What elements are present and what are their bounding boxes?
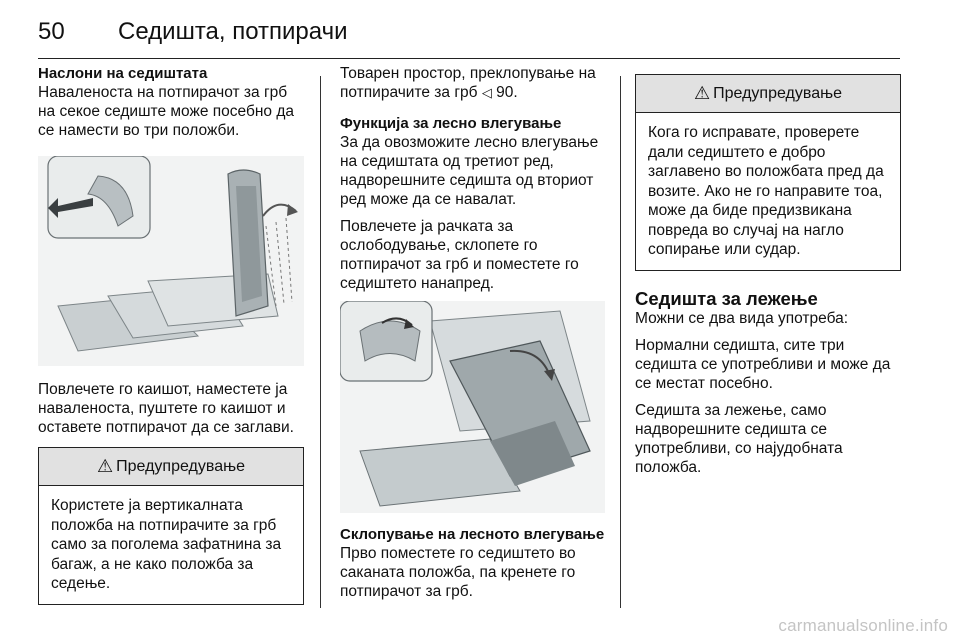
- warning-box-latch-check: [635, 74, 901, 271]
- normal-seats-text: Нормални седишта, сите три седишта се употребливи и може да се местат посебно.: [635, 336, 891, 392]
- warning-text: Користете ја вертикалната положба на потпирачите за грб само за поголема зафатнина за багаж, а не како положба за седење.: [51, 497, 282, 592]
- cargo-ref-paragraph: [340, 64, 605, 102]
- column-3: [635, 64, 901, 485]
- warning-header: [636, 75, 900, 113]
- column-1: [38, 64, 304, 605]
- column-divider-2: [620, 76, 621, 608]
- easy-entry-illustration: [340, 301, 605, 513]
- reclining-intro-text: Можни се два вида употреба:: [635, 309, 849, 327]
- easy-entry-figure: [340, 301, 605, 513]
- section-head-fold-easy-entry: Склопување на лесното влегување: [340, 526, 605, 543]
- warning-text: Кога го исправате, проверете дали седиштето е добро заглавено во положбата пред да возите. Ако не го направите тоа, може да биде предизвикана повреда во случај на нагло сопирање или судар.: [648, 124, 884, 258]
- section-head-easy-entry: Функција за лесно влегување: [340, 115, 562, 132]
- watermark-text: carmanualsonline.info: [778, 616, 948, 635]
- cargo-ref-text: Товарен простор, преклопување на потпирачите за грб: [340, 65, 596, 101]
- backrest-caption-text: Повлечете го каишот, наместете ја наваленоста, пуштете го каишот и оставете потпирачот да се заглави.: [38, 381, 294, 436]
- page-title: Седишта, потпирачи: [118, 18, 348, 45]
- backrest-intro-text: Наваленоста на потпирачот за грб на секое седиште може посебно да се намести во три положби.: [38, 84, 295, 139]
- page-header: [38, 14, 900, 58]
- warning-title: Предупредување: [116, 458, 245, 475]
- fold-easy-entry-text: Прво поместете го седиштето во саканата положба, па кренете го потпирачот за грб.: [340, 545, 576, 600]
- header-rule: [38, 58, 900, 59]
- reference-arrow-icon: ◁: [481, 85, 492, 100]
- easy-entry-text: За да овозможите лесно влегување на седиштата од третиот ред, надворешните седишта од вториот ред може да се навалат.: [340, 134, 599, 208]
- warning-title: Предупредување: [713, 85, 842, 102]
- warning-header: [39, 448, 303, 486]
- page-number: 50: [38, 18, 65, 45]
- warning-icon: ⚠: [694, 83, 711, 103]
- warning-icon: ⚠: [97, 456, 114, 476]
- backrest-recline-figure: [38, 156, 304, 366]
- section-head-reclining-seats: Седишта за лежење: [635, 287, 818, 309]
- cargo-page-ref[interactable]: 90.: [496, 84, 518, 101]
- reclining-seats-text: Седишта за лежење, само надворешните седишта се употребливи, со најудобната положба.: [635, 401, 843, 476]
- section-head-backrests: Наслони на седиштата: [38, 65, 208, 82]
- warning-box-vertical-position: [38, 447, 304, 605]
- backrest-recline-illustration: [38, 156, 304, 366]
- release-lever-text: Повлечете ја рачката за ослободување, склопете го потпирачот за грб и поместете го седиштето нанапред.: [340, 218, 579, 292]
- column-2: [340, 64, 605, 609]
- column-divider-1: [320, 76, 321, 608]
